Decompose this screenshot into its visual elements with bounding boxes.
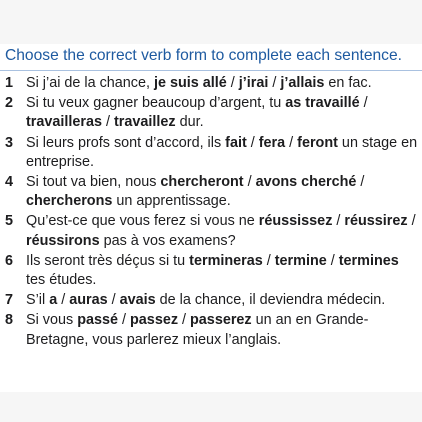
item-sentence [26, 95, 368, 130]
sentence-text: / [326, 252, 339, 269]
verb-option: passerez [190, 312, 252, 329]
sentence-text: S’il [26, 292, 50, 309]
sentence-text: / [57, 292, 70, 309]
sentence-text: un an en Grande-Bretagne, vous parlerez mieux l’anglais. [26, 312, 369, 348]
verb-option: réussirez [344, 213, 408, 230]
sentence-text: Si leurs profs sont d’accord, ils [26, 134, 226, 151]
item-sentence [26, 253, 399, 288]
verb-option: as travaillé [285, 95, 360, 112]
exercise-item [0, 291, 422, 310]
verb-option: termineras [189, 252, 263, 269]
item-number: 8 [5, 312, 14, 329]
sentence-text: / [178, 312, 191, 329]
verb-option: chercheront [160, 174, 244, 191]
bottom-margin [0, 392, 422, 422]
item-sentence [26, 213, 416, 248]
exercise-item [0, 212, 422, 250]
sentence-text: tes études. [26, 272, 97, 289]
exercise-list [0, 74, 422, 351]
sentence-text: / [102, 114, 115, 131]
sentence-text: Si tout va bien, nous [26, 174, 161, 191]
exercise-item [0, 252, 422, 290]
top-margin [0, 0, 422, 44]
sentence-text: Si tu veux gagner beaucoup d’argent, tu [26, 95, 286, 112]
verb-option: réussissez [258, 213, 333, 230]
item-sentence [26, 292, 385, 308]
exercise-item [0, 74, 422, 93]
verb-option: j’irai [238, 75, 269, 91]
exercise-item [0, 311, 422, 349]
sentence-text: / [243, 174, 256, 191]
item-sentence [26, 312, 368, 347]
item-sentence [26, 135, 417, 170]
sentence-text: / [107, 292, 120, 309]
item-number: 5 [5, 213, 14, 230]
verb-option: avons cherché [255, 174, 357, 191]
sentence-text: un apprentissage. [112, 193, 231, 210]
verb-option: avais [119, 292, 156, 309]
exercise-item [0, 94, 422, 132]
sentence-text: / [285, 134, 298, 151]
verb-option: feront [297, 134, 338, 151]
item-number: 1 [5, 75, 14, 91]
verb-option: auras [69, 292, 108, 309]
sentence-text: / [262, 252, 275, 269]
verb-option: termines [338, 252, 399, 269]
verb-option: passé [77, 312, 119, 329]
verb-option: travaillez [114, 114, 176, 131]
verb-option: fait [225, 134, 247, 151]
instruction-heading: Choose the correct verb form to complete each sentence. [5, 47, 402, 64]
item-number: 3 [5, 134, 14, 151]
sentence-text: dur. [175, 114, 204, 131]
sentence-text: Ils seront très déçus si tu [26, 252, 190, 269]
sentence-text: Si j’ai de la chance, [26, 75, 154, 91]
verb-option: réussirons [26, 232, 100, 249]
sentence-text: / [359, 95, 368, 112]
item-number: 4 [5, 174, 14, 191]
sentence-text: en fac. [324, 75, 372, 91]
verb-option: passez [130, 312, 179, 329]
verb-option: chercherons [26, 193, 113, 210]
sentence-text: un stage en entreprise. [26, 134, 418, 170]
sentence-text: pas à vos examens? [99, 232, 236, 249]
heading-divider [0, 70, 422, 71]
item-sentence [26, 174, 364, 209]
exercise-item [0, 134, 422, 172]
sentence-text: / [356, 174, 365, 191]
sentence-text: Qu’est-ce que vous ferez si vous ne [26, 213, 259, 230]
verb-option: termine [274, 252, 327, 269]
item-sentence [26, 75, 372, 91]
sentence-text: de la chance, il deviendra médecin. [155, 292, 386, 309]
exercise-item [0, 173, 422, 211]
sentence-text: Si vous [26, 312, 78, 329]
sentence-text: / [332, 213, 345, 230]
verb-option: travailleras [26, 114, 103, 131]
item-number: 6 [5, 252, 14, 269]
verb-option: je suis allé [154, 75, 227, 91]
item-number: 2 [5, 95, 14, 112]
sentence-text: / [268, 75, 281, 91]
sentence-text: / [226, 75, 239, 91]
sentence-text: / [246, 134, 259, 151]
verb-option: j’allais [280, 75, 325, 91]
verb-option: a [49, 292, 58, 309]
verb-option: fera [258, 134, 286, 151]
sentence-text: / [118, 312, 131, 329]
item-number: 7 [5, 292, 14, 309]
sentence-text: / [407, 213, 416, 230]
